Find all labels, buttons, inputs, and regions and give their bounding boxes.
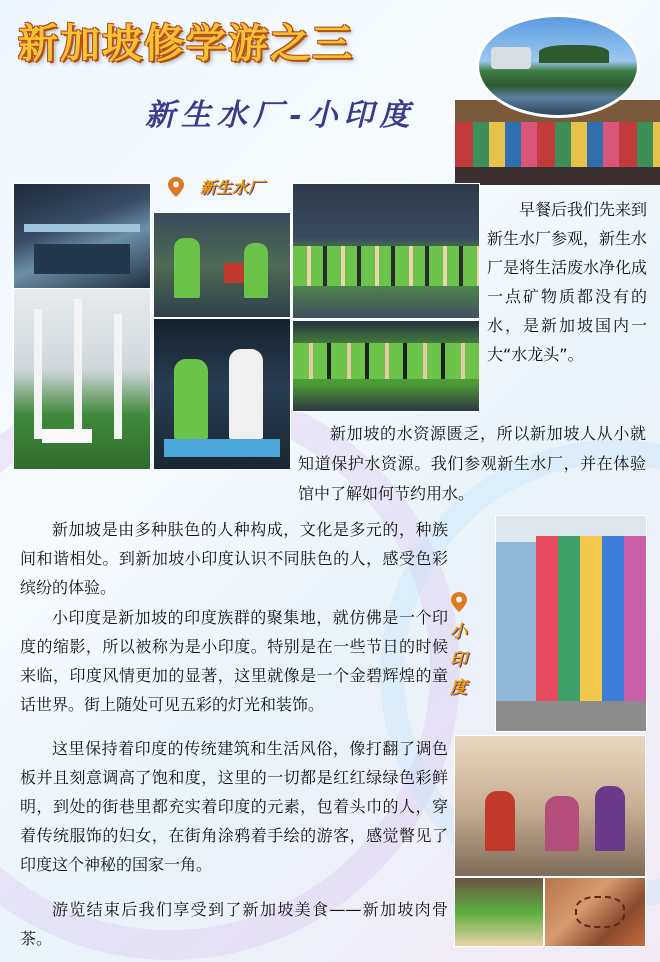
colorful-house-photo — [495, 515, 647, 732]
newater-hall-photo — [13, 183, 151, 289]
page-title: 新加坡修学游之三 — [18, 21, 354, 67]
section-label-little-india: 小印度 — [450, 622, 467, 698]
group-photo-sitting — [292, 320, 480, 412]
paragraph-multicultural: 新加坡是由多种肤色的人种构成，文化是多元的，种族间和谐相处。到新加坡小印度认识不同肤色的人，感受色彩缤纷的体验。 — [20, 520, 448, 597]
group-photo-standing — [292, 183, 480, 319]
street-women-photo — [454, 735, 646, 877]
paragraph-tradition: 这里保持着印度的传统建筑和生活风俗，像打翻了调色板并且刻意调高了饱和度，这里的一切都是红红绿绿色彩鲜明，到处的街巷里都充实着印度的元素，包着头巾的人，穿着传统服饰的妇女，在街角涂鸦着手绘的游客，感觉瞥见了印度这个神秘的国家一角。 — [20, 739, 448, 874]
students-touchscreen-photo — [153, 318, 291, 470]
marina-bay-oval-photo — [476, 14, 640, 118]
location-pin-icon — [168, 177, 184, 197]
paragraph-newater-intro: 早餐后我们先来到新生水厂参观，新生水厂是将生活废水净化成一点矿物质都没有的水，是新加坡国内一大“水龙头”。 — [487, 200, 648, 364]
newater-white-trees-photo — [13, 288, 151, 470]
location-pin-icon — [451, 592, 467, 612]
henna-hand-photo — [544, 877, 646, 947]
page-subtitle: 新生水厂-小印度 — [145, 98, 416, 133]
students-at-exhibit-photo — [153, 212, 291, 318]
section-label-newater: 新生水厂 — [200, 178, 265, 197]
paragraph-bak-kut-teh: 游览结束后我们享受到了新加坡美食——新加坡肉骨茶。 — [20, 900, 448, 948]
students-dining-photo — [454, 877, 544, 947]
paragraph-water-resources: 新加坡的水资源匮乏，所以新加坡人从小就知道保护水资源。我们参观新生水厂，并在体验馆中了解如何节约用水。 — [298, 424, 646, 503]
paragraph-little-india: 小印度是新加坡的印度族群的聚集地，就仿佛是一个印度的缩影，所以被称为是小印度。特别是在一些节日的时候来临，印度风情更加的显著，这里就像是一个金碧辉煌的童话世界。街上随处可见五彩的灯光和装饰。 — [20, 608, 448, 714]
